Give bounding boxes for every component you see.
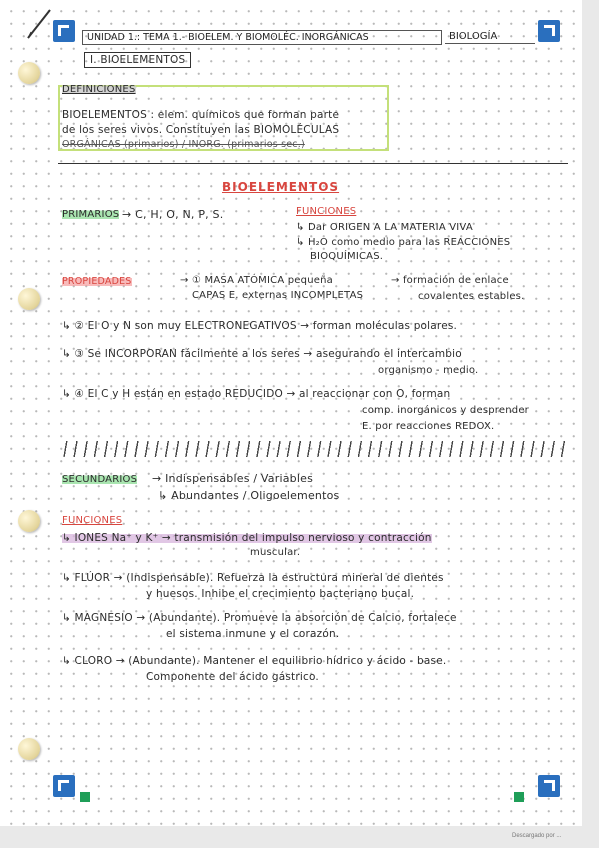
binder-hole-icon — [18, 510, 40, 532]
secundarios-label: SECUNDARIOS — [62, 474, 138, 485]
property-1a: → ① MASA ATÓMICA pequeña — [180, 275, 333, 286]
primarios-elements: → C, H, O, N, P, S. — [122, 208, 224, 221]
function-fluor-b: y huesos. Inhibe el crecimiento bacteriano bucal. — [146, 588, 415, 600]
corner-bracket-icon — [538, 20, 560, 42]
section-title — [84, 52, 191, 68]
definition-line-3: ORGÁNICAS (primarios) / INORG. (primarios sec.) — [62, 139, 305, 150]
property-1-result-a: → formación de enlace — [391, 275, 509, 286]
property-1-result-b: covalentes estables. — [418, 291, 525, 302]
definitions-title: DEFINICIONES — [62, 84, 136, 95]
secundarios-line-1: → Indispensables / Variables — [152, 472, 313, 485]
secundarios-line-2: ↳ Abundantes / Oligoelementos — [158, 489, 340, 502]
function-iones-text: ↳ IONES Na⁺ y K⁺ → transmisión del impulso nervioso y contracción — [62, 532, 432, 544]
corner-bracket-icon — [538, 775, 560, 797]
binder-hole-icon — [18, 738, 40, 760]
unit-header — [82, 30, 442, 45]
function-item-2: ↳ H₂O como medio para las REACCIONES — [296, 237, 511, 248]
function-magnesio-a: ↳ MAGNESIO → (Abundante). Promueve la absorción de Calcio, fortalece — [62, 612, 457, 624]
function-cloro-b: Componente del ácido gástrico. — [146, 671, 319, 683]
main-title: BIOELEMENTOS — [222, 180, 340, 194]
binder-hole-icon — [18, 62, 40, 84]
subject-title: BIOLOGÍA — [449, 31, 498, 42]
property-2: ↳ ② El O y N son muy ELECTRONEGATIVOS → forman moléculas polares. — [62, 320, 458, 332]
function-magnesio-b: el sistema inmune y el corazón. — [166, 628, 340, 640]
section-title-text: I. BIOELEMENTOS — [90, 54, 186, 66]
function-iones-b: muscular. — [250, 547, 301, 558]
corner-bracket-icon — [53, 20, 75, 42]
binder-hole-icon — [18, 288, 40, 310]
subject-header — [445, 30, 535, 44]
separator-line — [58, 163, 568, 164]
footer-watermark: Descargado por ... — [512, 833, 562, 839]
function-item-1: ↳ Dar ORIGEN A LA MATERIA VIVA — [296, 222, 473, 233]
property-3b: organismo - medio. — [378, 365, 479, 376]
property-3a: ↳ ③ Se INCORPORAN fácilmente a los seres → asegurando el intercambio — [62, 348, 462, 360]
function-iones-a — [62, 532, 432, 544]
functions-title-2: FUNCIONES — [62, 515, 123, 526]
pencil-icon — [24, 6, 54, 42]
definition-line-1: BIOELEMENTOS : elem. químicos que forman parte — [62, 109, 340, 121]
hatched-divider — [60, 441, 570, 457]
unit-title: UNIDAD 1.: TEMA 1.- BIOELEM. Y BIOMOLÉC. INORGÁNICAS — [87, 32, 369, 43]
function-fluor-a: ↳ FLÚOR → (Indispensable). Refuerza la estructura mineral de dientes — [62, 572, 444, 584]
green-square-mark — [514, 792, 524, 802]
propiedades-label: PROPIEDADES — [62, 276, 132, 287]
property-4a: ↳ ④ El C y H están en estado REDUCIDO → al reaccionar con O, forman — [62, 388, 451, 400]
definition-line-2: de los seres vivos. Constituyen las BIOMOLÉCULAS — [62, 124, 340, 136]
green-square-mark — [80, 792, 90, 802]
property-4c: E. por reacciones REDOX. — [362, 421, 495, 432]
corner-bracket-icon — [53, 775, 75, 797]
property-1b: CAPAS E. externas INCOMPLETAS — [192, 290, 364, 301]
functions-title-1: FUNCIONES — [296, 206, 357, 217]
function-item-2b: BIOQUÍMICAS. — [310, 251, 384, 262]
primarios-label: PRIMARIOS — [62, 209, 120, 220]
function-cloro-a: ↳ CLORO → (Abundante). Mantener el equilibrio hídrico y ácido - base. — [62, 655, 447, 667]
property-4b: comp. inorgánicos y desprender — [362, 405, 529, 416]
